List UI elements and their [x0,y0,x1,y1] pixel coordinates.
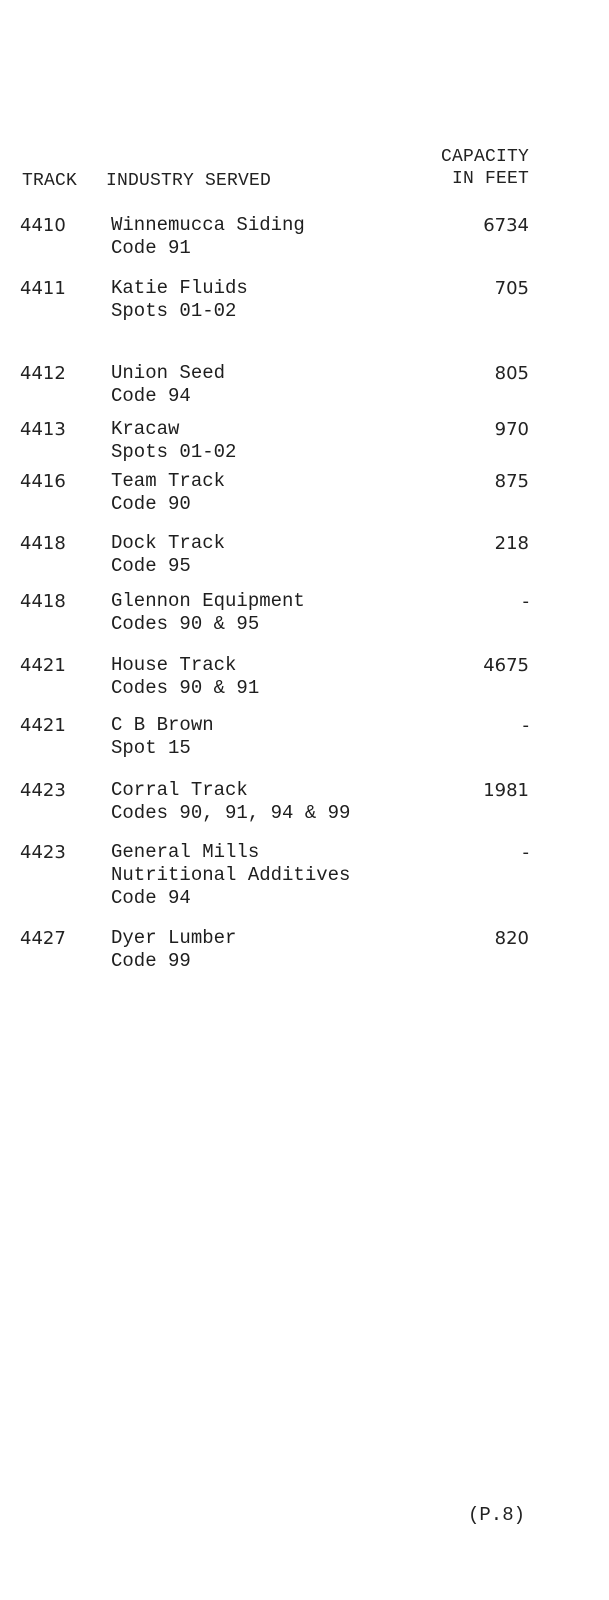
track-number: 4427 [20,928,66,949]
capacity-value: 705 [494,278,529,299]
capacity-header-line-2: IN FEET [451,169,529,189]
industry-line: Codes 90 & 95 [111,613,260,635]
industry-served [111,927,236,973]
industry-served [111,779,350,825]
track-row [0,214,609,270]
industry-line: Spots 01-02 [111,300,237,322]
track-row [0,779,609,835]
industry-line: House Track [111,654,237,676]
capacity-value: 1981 [483,780,529,801]
industry-line: Winnemucca Siding [111,214,305,236]
industry-line: Spot 15 [111,737,191,759]
track-row [0,927,609,987]
capacity-value: 820 [494,928,529,949]
industry-served [111,714,214,760]
industry-line: Katie Fluids [111,277,248,299]
industry-served [111,277,248,323]
industry-line: Corral Track [111,779,248,801]
capacity-value: 875 [494,471,529,492]
track-row [0,470,609,526]
track-number: 4421 [20,655,66,676]
page-number: (P.8) [467,1504,525,1526]
capacity-column-header [389,146,529,190]
industry-line: Code 94 [111,385,191,407]
industry-line: Code 91 [111,237,191,259]
track-row [0,418,609,474]
industry-line: C B Brown [111,714,214,736]
track-row [0,277,609,347]
industry-line: Codes 90, 91, 94 & 99 [111,802,351,824]
industry-line: Kracaw [111,418,180,440]
capacity-value: 805 [494,363,529,384]
track-number: 4423 [20,780,66,801]
track-number: 4421 [20,715,66,736]
capacity-value: - [522,591,529,612]
track-number: 4416 [20,471,66,492]
industry-line: Dock Track [111,532,226,554]
capacity-value: - [522,715,529,736]
track-row [0,532,609,588]
industry-line: Glennon Equipment [111,590,305,612]
capacity-value: 4675 [483,655,529,676]
industry-column-header: INDUSTRY SERVED [106,171,272,191]
industry-served [111,470,225,516]
track-number: 4413 [20,419,66,440]
track-number: 4412 [20,363,66,384]
industry-line: Codes 90 & 91 [111,677,260,699]
track-row [0,654,609,710]
track-number: 4423 [20,842,66,863]
track-row [0,590,609,646]
capacity-value: 6734 [483,215,529,236]
industry-served [111,654,259,700]
track-number: 4418 [20,591,66,612]
industry-line: General Mills [111,841,260,863]
industry-line: Dyer Lumber [111,927,237,949]
capacity-value: 970 [494,419,529,440]
industry-served [111,590,305,636]
industry-line: Team Track [111,470,226,492]
industry-line: Code 94 [111,887,191,909]
track-row [0,714,609,770]
track-number: 4418 [20,533,66,554]
industry-served [111,532,225,578]
track-row [0,362,609,412]
industry-line: Code 95 [111,555,191,577]
capacity-header-line-1: CAPACITY [440,147,529,167]
industry-line: Nutritional Additives [111,864,351,886]
industry-served [111,362,225,408]
industry-served [111,418,236,464]
track-column-header: TRACK [22,171,78,191]
capacity-value: 218 [494,533,529,554]
industry-served [111,841,350,910]
industry-served [111,214,305,260]
industry-line: Code 90 [111,493,191,515]
track-number: 4410 [20,215,66,236]
track-row [0,841,609,921]
industry-line: Spots 01-02 [111,441,237,463]
track-number: 4411 [20,278,66,299]
industry-line: Union Seed [111,362,226,384]
industry-line: Code 99 [111,950,191,972]
capacity-value: - [522,842,529,863]
